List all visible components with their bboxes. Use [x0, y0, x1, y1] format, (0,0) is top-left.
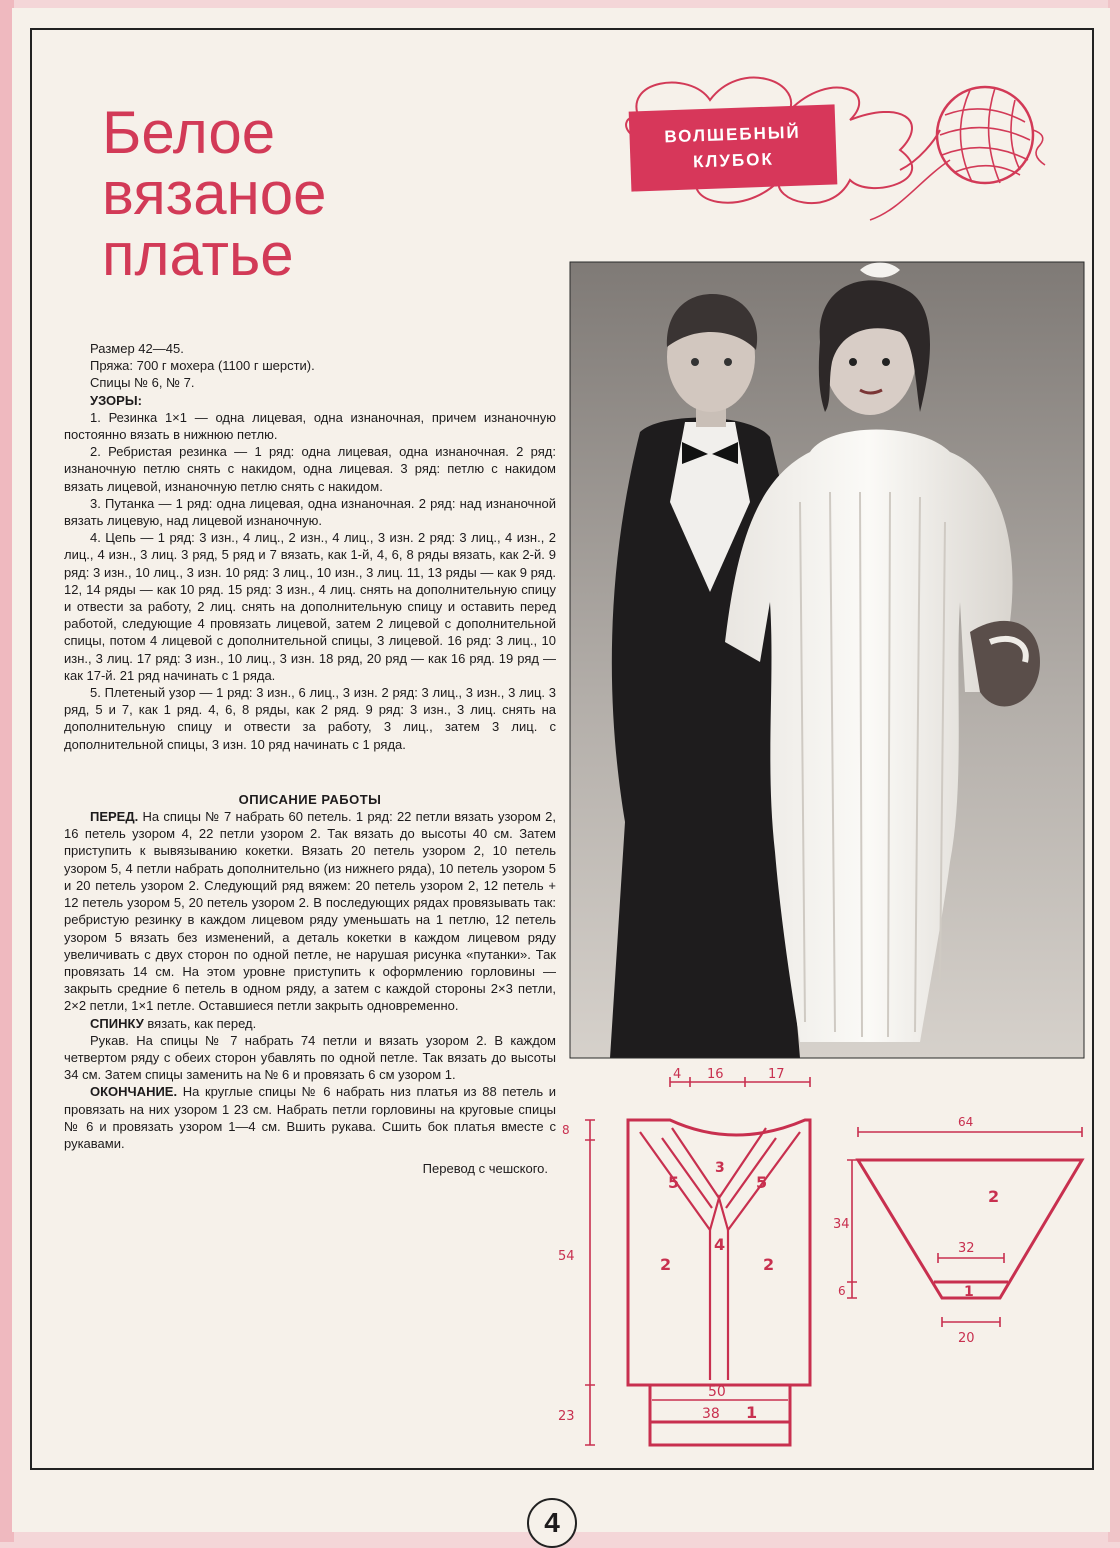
- front-zone: 5: [668, 1173, 680, 1192]
- spec-needles: Спицы № 6, № 7.: [90, 375, 195, 391]
- front-zone: 2: [763, 1255, 775, 1274]
- finish-paragraph: [64, 1083, 556, 1152]
- patterns-heading: УЗОРЫ:: [90, 392, 142, 408]
- rubric-badge: [629, 104, 838, 191]
- sleeve-zone: 1: [964, 1284, 974, 1300]
- sleeve-dim-height: 34: [833, 1217, 850, 1232]
- page-number: 4: [527, 1498, 577, 1548]
- front-dim-top: 4: [673, 1067, 682, 1082]
- front-dim-side-bottom: 23: [558, 1409, 575, 1424]
- sleeve-paragraph: Рукав. На спицы № 7 набрать 74 петли и вязать узором 2. В каждом четвертом ряду с обеих сторон убавлять по одной петле. Так вязать до высоты 34 см. Затем спицы заменить на № 6 и провязать 6 см узором 1.: [64, 1032, 556, 1083]
- front-zone: 2: [660, 1255, 672, 1274]
- sleeve-dim-top: 64: [958, 1115, 974, 1129]
- front-label: ПЕРЕД.: [90, 809, 139, 825]
- front-zone: 5: [756, 1173, 768, 1192]
- sleeve-dim-bottom: 20: [958, 1331, 975, 1346]
- finish-label: ОКОНЧАНИЕ.: [90, 1084, 178, 1100]
- pattern-item: 5. Плетеный узор — 1 ряд: 3 изн., 6 лиц., 3 изн. 2 ряд: 3 лиц., 3 изн., 3 лиц. 3 ряд, 5 и 7, как 1 ряд. 4, 6, 8 ряды, как 2 ряд. 9 ряд: 3 изн., 3 лиц. снять на дополнительную спицу и отвести за работу, 3 лиц., затем 3 лиц. с дополнительной спицы, 3 изн. 10 ряд начинать с 1 ряда.: [64, 685, 556, 752]
- pattern-item: 1. Резинка 1×1 — одна лицевая, одна изнаночная, причем изнаночную постоянно вязать в нижнюю петлю.: [64, 409, 556, 443]
- front-zone: 4: [714, 1235, 726, 1254]
- front-dim-width-mid: 50: [708, 1384, 726, 1400]
- front-dim-side-top: 8: [562, 1123, 570, 1137]
- pattern-item: 3. Путанка — 1 ряд: одна лицевая, одна изнаночная. 2 ряд: над изнаночной вязать лицевую, над лицевой изнаночную.: [64, 495, 556, 529]
- back-paragraph: [64, 1015, 556, 1032]
- rubric-line-1: ВОЛШЕБНЫЙ: [664, 122, 802, 147]
- front-zone: 1: [746, 1403, 758, 1422]
- sleeve-zone: 2: [988, 1187, 1000, 1206]
- fashion-photo: [570, 262, 1084, 1058]
- back-label: СПИНКУ: [90, 1015, 144, 1031]
- sleeve-dim-inner: 32: [958, 1241, 975, 1256]
- rubric-line-2: КЛУБОК: [692, 149, 775, 172]
- translation-note: Перевод с чешского.: [422, 1161, 548, 1177]
- front-text: На спицы № 7 набрать 60 петель. 1 ряд: 22 петли вязать узором 2, 16 петель узором 4, 22 петли узором 2. Так вязать до высоты 40 см. Затем приступить к вывязыванию кокетки. Вязать 20 петель узором 2, 10 петель узором 5, 4 петли набрать дополнительно (из нижнего ряда), 10 петель узором 5 и 20 петель узором 2. Следующий ряд вяжем: 20 петель узором 2, 12 петель + 12 петель узором 5, 20 петель узором 2. В последующих рядах провязывать так: ребристую резинку в каждом лицевом ряду уменьшать на 1 петлю, 12 петель узором 5 вязать без изменений, а деталь кокетки в каждом лицевом ряду увеличивать с двух сторон по одной петле, не нарушая рисунка «путанки». Так провязать 14 см. На этом уровне приступить к оформлению горловины — закрыть средние 6 петель в одном ряду, а затем с каждой стороны 2×3 петли, 2×2 петли, 1×1 петле. Оставшиеся петли закрыть одновременно.: [64, 809, 556, 1014]
- finish-text: На круглые спицы № 6 набрать низ платья из 88 петель и провязать на них узором 1 23 см. Набрать петли горловины на круговые спицы № 6 и провязать узором 1—4 см. Вшить рукава. Сшить бок платья вместе с рукавами.: [64, 1084, 556, 1151]
- sleeve-piece-outline: [858, 1160, 1082, 1298]
- article-title: Белое вязаное платье: [102, 99, 327, 288]
- pattern-diagram: [560, 1060, 1100, 1460]
- front-dim-top: 17: [768, 1067, 785, 1082]
- front-dimension-lines: [585, 1077, 810, 1445]
- front-zone: 3: [715, 1160, 725, 1176]
- article-text: [64, 340, 556, 1177]
- back-text: вязать, как перед.: [143, 1015, 257, 1031]
- front-dim-width-bottom: 38: [702, 1406, 720, 1422]
- work-heading: ОПИСАНИЕ РАБОТЫ: [238, 791, 382, 807]
- spec-yarn: Пряжа: 700 г мохера (1100 г шерсти).: [90, 358, 315, 374]
- spec-size: Размер 42—45.: [90, 341, 184, 356]
- front-dim-top: 16: [707, 1067, 724, 1082]
- front-dim-side-main: 54: [558, 1249, 575, 1264]
- front-paragraph: [64, 808, 556, 1014]
- sleeve-dim-cuff: 6: [838, 1284, 846, 1298]
- pattern-item: 4. Цепь — 1 ряд: 3 изн., 4 лиц., 2 изн., 4 лиц., 3 изн. 2 ряд: 3 лиц., 4 изн., 2 лиц., 4 изн., 3 лиц. 3 ряд, 5 ряд и 7 вязать, как 1-й, 4, 6, 8 ряды вязать, как 2-й. 9 ряд: 3 изн., 10 лиц., 3 изн. 10 ряд: 3 лиц., 10 изн., 3 лиц. 11, 13 ряды — как 9 ряд. 12, 14 ряды — как 10 ряд. 15 ряд: 3 изн., 4 лиц. снять на дополнительную спицу и отвести за работу, 2 лиц. снять на дополнительную спицу и оставить перед работой, следующие 4 провязать лицевой, затем 2 лицевой с дополнительной спицы, потом 4 лицевой с дополнительной спицы, 3 лицевой. 16 ряд: 3 лиц., 10 изн., 3 лиц. 17 ряд: 3 изн., 10 лиц., 3 изн. 18 ряд, 20 ряд — как 16 ряд. 19 ряд — как 17-й. 21 ряд начинать с 1 ряда.: [64, 530, 556, 683]
- pattern-item: 2. Ребристая резинка — 1 ряд: одна лицевая, одна изнаночная. 2 ряд: изнаночную петлю снять с накидом, одна лицевая. 3 ряд: петлю с накидом вязать лицевой, изнаночную петлю снять с накидом.: [64, 444, 556, 494]
